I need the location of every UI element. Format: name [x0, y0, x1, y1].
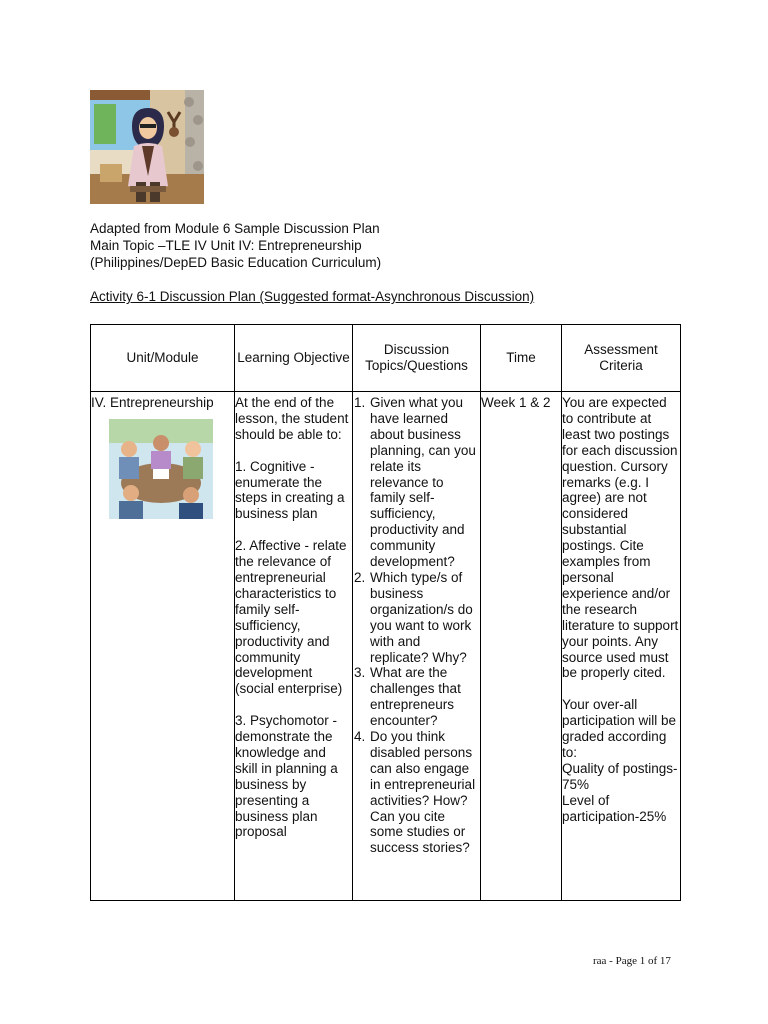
- time-text: Week 1 & 2: [481, 395, 551, 410]
- woman-clipart-image: [90, 90, 204, 204]
- assessment-criteria-text: You are expected to contribute at least two postings for each discussion question. Cursory remarks (e.g. I agree) are not considered substantial postings. Cite examples from personal experience and/or the research literature to support your points. Any source used must be properly cited. Your over-all participation will be graded according to: Quality of postings-75% Level of participation-25%: [562, 395, 679, 824]
- table-header-row: [91, 325, 681, 392]
- intro-line-curriculum: (Philippines/DepED Basic Education Curriculum): [90, 255, 382, 270]
- learning-objective-text: At the end of the lesson, the student should be able to: 1. Cognitive - enumerate the steps in creating a business plan 2. Affective - relate the relevance of entrepreneurial characteristics to family self-sufficiency, productivity and community development (social enterprise) 3. Psychomotor - demonstrate the knowledge and skill in planning a business by presenting a business plan proposal: [235, 395, 349, 840]
- table-row: [91, 392, 681, 901]
- header-unit-module: Unit/Module: [91, 325, 235, 392]
- activity-title: Activity 6-1 Discussion Plan (Suggested format-Asynchronous Discussion): [90, 289, 535, 304]
- unit-text: IV. Entrepreneurship: [91, 395, 214, 410]
- discussion-plan-table: [90, 324, 681, 901]
- intro-block: [90, 220, 381, 271]
- list-item: 2. Which type/s of business organization/s do you want to work with and replicate? Why?: [369, 570, 480, 665]
- list-item: 1. Given what you have learned about business planning, can you relate its relevance to family self-sufficiency, productivity and community development?: [369, 395, 480, 570]
- topics-list: [353, 395, 480, 856]
- meeting-clipart-image: [109, 419, 213, 519]
- header-time: Time: [481, 325, 562, 392]
- header-discussion-topics: Discussion Topics/Questions: [353, 325, 481, 392]
- cell-assessment-criteria: [562, 392, 681, 901]
- list-item: 4. Do you think disabled persons can also engage in entrepreneurial activities? How? Can you cite some studies or success stories?: [369, 729, 480, 856]
- list-item: 3. What are the challenges that entrepreneurs encounter?: [369, 665, 480, 729]
- cell-learning-objective: [235, 392, 353, 901]
- intro-line-source: Adapted from Module 6 Sample Discussion Plan: [90, 221, 380, 236]
- cell-discussion-topics: [353, 392, 481, 901]
- header-learning-objective: Learning Objective: [235, 325, 353, 392]
- intro-line-main-topic: Main Topic –TLE IV Unit IV: Entrepreneurship: [90, 238, 362, 253]
- cell-time: [481, 392, 562, 901]
- cell-unit: [91, 392, 235, 901]
- header-assessment-criteria: Assessment Criteria: [562, 325, 681, 392]
- page-footer: raa - Page 1 of 17: [593, 955, 671, 967]
